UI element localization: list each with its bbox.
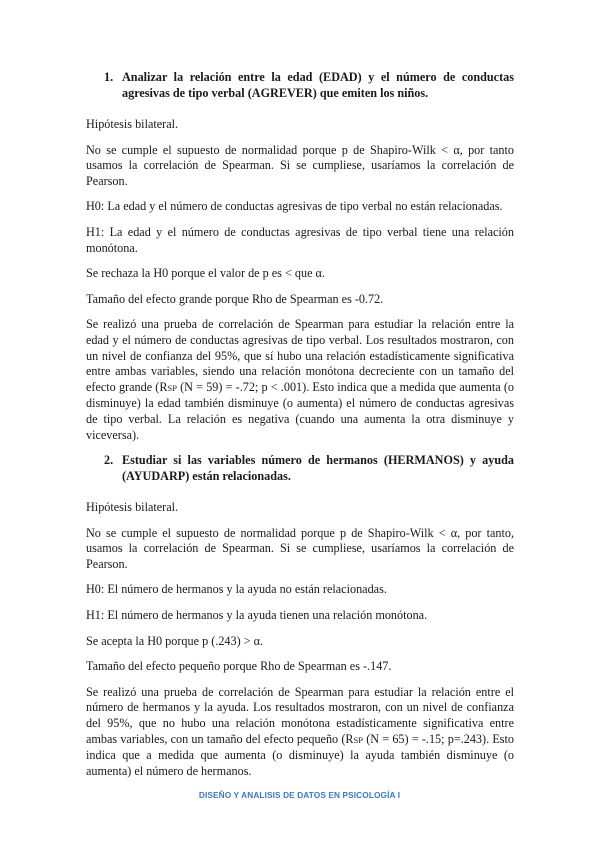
section-number: 2. (104, 453, 114, 468)
effect-size-text: Tamaño del efecto pequeño porque Rho de Spearman es -.147. (86, 659, 392, 674)
effect-size-text: Tamaño del efecto grande porque Rho de Spearman es -0.72. (86, 291, 384, 306)
conclusion-text-b: (N = 65) = -.15; p=.243). Esto indica que a medida que aumenta (o disminuye) la ayuda también disminuye (o aumenta) el número de hermanos. (86, 731, 514, 778)
decision-text: Se rechaza la H0 porque el valor de p es < que α. (86, 266, 325, 281)
section-title: Estudiar si las variables número de hermanos (HERMANOS) y ayuda (AYUDARP) están relacionadas. (122, 453, 514, 483)
alternative-hypothesis: H1: El número de hermanos y la ayuda tienen una relación monótona. (86, 608, 428, 623)
rho-subscript: SP (353, 734, 364, 745)
section-2 (86, 453, 514, 779)
page-footer: DISEÑO Y ANALISIS DE DATOS EN PSICOLOGÍA I (198, 790, 401, 800)
section-heading (86, 70, 514, 101)
document-body (86, 70, 514, 789)
null-hypothesis: H0: El número de hermanos y la ayuda no están relacionadas. (86, 582, 387, 597)
section-heading (86, 453, 514, 484)
conclusion-paragraph (86, 685, 514, 780)
decision-text: Se acepta la H0 porque p (.243) > α. (86, 633, 264, 648)
null-hypothesis: H0: La edad y el número de conductas agresivas de tipo verbal no están relacionadas. (86, 199, 503, 214)
section-number: 1. (104, 70, 114, 84)
conclusion-paragraph (86, 317, 514, 443)
hypothesis-type: Hipótesis bilateral. (86, 500, 179, 515)
section-title: Analizar la relación entre la edad (EDAD) y el número de conductas agresivas de tipo verbal (AGREVER) que emiten los niños. (122, 70, 514, 100)
rho-subscript: SP (167, 382, 177, 393)
section-1 (86, 70, 514, 443)
conclusion-text-a: Se realizó una prueba de correlación de Spearman para estudiar la relación entre la edad y el número de conductas agresivas de tipo verbal. Los resultados mostraron, con un nivel de confianza del 95%, que sí hubo una relación estadísticamente significativa entre ambas variables, siendo una relación monótona decreciente con un tamaño del efecto grande (R (86, 317, 514, 394)
alternative-hypothesis: H1: La edad y el número de conductas agresivas de tipo verbal tiene una relación monótona. (86, 224, 514, 255)
conclusion-text-a: Se realizó una prueba de correlación de Spearman para estudiar la relación entre el número de hermanos y la ayuda. Los resultados mostraron, con un nivel de confianza del 95%, que no hubo una relación monótona estadísticamente significativa entre ambas variables, con un tamaño del efecto pequeño (R (86, 684, 514, 746)
conclusion-text-b: (N = 59) = -.72; p < .001). Esto indica que a medida que aumenta (o disminuye) la edad también disminuye (o aumenta) el número de conductas agresivas de tipo verbal. La relación es negativa (cuando una aumenta la otra disminuye y viceversa). (86, 379, 514, 442)
hypothesis-type: Hipótesis bilateral. (86, 117, 179, 131)
assumption-text: No se cumple el supuesto de normalidad porque p de Shapiro-Wilk < α, por tanto, usamos la correlación de Spearman. Si se cumpliese, usaríamos la correlación de Pearson. (86, 525, 514, 571)
assumption-text: No se cumple el supuesto de normalidad porque p de Shapiro-Wilk < α, por tanto usamos la correlación de Spearman. Si se cumpliese, usaríamos la correlación de Pearson. (86, 142, 514, 188)
